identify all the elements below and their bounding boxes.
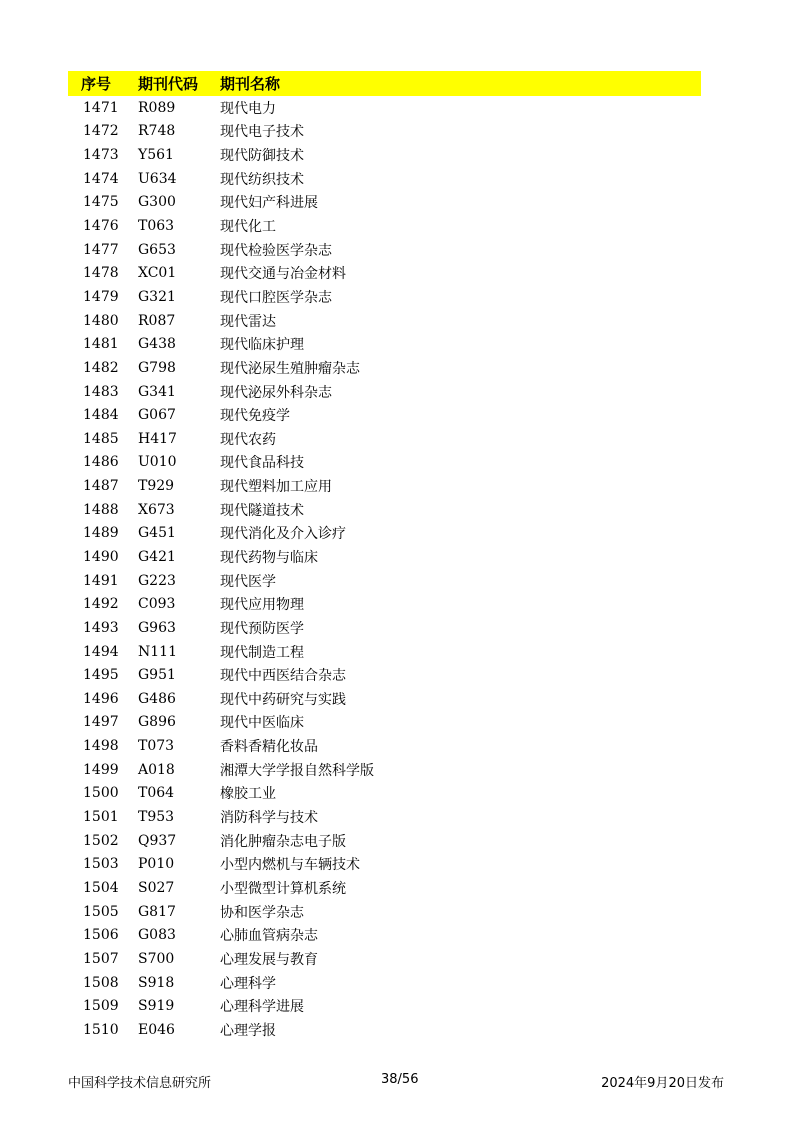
table-row [68, 474, 701, 498]
row-code: H417 [138, 430, 177, 447]
row-code: G421 [138, 548, 176, 565]
row-index: 1493 [83, 619, 119, 636]
row-code: G067 [138, 407, 176, 424]
row-title: 现代免疫学 [220, 408, 290, 425]
table-row [68, 971, 701, 995]
row-title: 现代医学 [220, 573, 276, 590]
table-row [68, 687, 701, 711]
row-index: 1504 [83, 879, 119, 896]
row-title: 现代预防医学 [220, 620, 304, 637]
table-row [68, 214, 701, 238]
row-code: G963 [138, 619, 176, 636]
row-code: A018 [138, 761, 175, 778]
row-title: 现代应用物理 [220, 597, 304, 614]
row-title: 现代药物与临床 [220, 549, 318, 566]
row-index: 1479 [83, 288, 119, 305]
table-row [68, 994, 701, 1018]
row-index: 1489 [83, 525, 119, 542]
table-row [68, 403, 701, 427]
row-title: 现代交通与冶金材料 [220, 266, 346, 283]
row-title: 现代农药 [220, 431, 276, 448]
row-index: 1476 [83, 218, 119, 235]
row-index: 1492 [83, 596, 119, 613]
table-row [68, 545, 701, 569]
row-index: 1496 [83, 690, 119, 707]
table-row [68, 285, 701, 309]
table-row [68, 380, 701, 404]
row-code: S700 [138, 950, 175, 967]
row-code: S027 [138, 879, 175, 896]
row-title: 现代泌尿生殖肿瘤杂志 [220, 360, 360, 377]
row-code: U010 [138, 454, 177, 471]
row-index: 1487 [83, 478, 119, 495]
row-title: 小型内燃机与车辆技术 [220, 857, 360, 874]
footer-date: 2024年9月20日发布 [601, 1076, 724, 1091]
row-code: T063 [138, 218, 175, 235]
row-index: 1500 [83, 785, 119, 802]
table-row [68, 451, 701, 475]
row-code: G653 [138, 241, 176, 258]
row-index: 1474 [83, 170, 119, 187]
row-index: 1510 [83, 1021, 119, 1038]
table-row [68, 805, 701, 829]
table-row [68, 309, 701, 333]
row-title: 现代中药研究与实践 [220, 691, 346, 708]
row-index: 1485 [83, 430, 119, 447]
row-title: 协和医学杂志 [220, 904, 304, 921]
row-code: G083 [138, 927, 176, 944]
row-code: T073 [138, 738, 175, 755]
row-code: G951 [138, 667, 176, 684]
row-code: G817 [138, 903, 176, 920]
row-code: R087 [138, 312, 176, 329]
row-title: 心肺血管病杂志 [220, 928, 318, 945]
row-title: 小型微型计算机系统 [220, 880, 346, 897]
row-index: 1471 [83, 99, 119, 116]
row-index: 1503 [83, 856, 119, 873]
row-title: 现代泌尿外科杂志 [220, 384, 332, 401]
row-code: G896 [138, 714, 176, 731]
row-title: 湘潭大学学报自然科学版 [220, 762, 374, 779]
row-index: 1499 [83, 761, 119, 778]
row-title: 心理科学进展 [220, 999, 304, 1016]
row-index: 1506 [83, 927, 119, 944]
row-index: 1495 [83, 667, 119, 684]
table-row [68, 191, 701, 215]
row-title: 现代化工 [220, 219, 276, 236]
row-index: 1494 [83, 643, 119, 660]
row-code: G438 [138, 336, 176, 353]
row-index: 1488 [83, 501, 119, 518]
table-row [68, 1018, 701, 1042]
row-index: 1501 [83, 809, 119, 826]
row-index: 1480 [83, 312, 119, 329]
table-row [68, 782, 701, 806]
table-header-row [68, 71, 701, 96]
header-code: 期刊代码 [138, 75, 199, 93]
row-index: 1483 [83, 383, 119, 400]
row-code: XC01 [138, 265, 177, 282]
row-title: 现代临床护理 [220, 337, 304, 354]
table-row [68, 569, 701, 593]
row-index: 1507 [83, 950, 119, 967]
row-code: G300 [138, 194, 176, 211]
row-code: R089 [138, 99, 176, 116]
row-index: 1508 [83, 974, 119, 991]
row-code: E046 [138, 1021, 175, 1038]
row-title: 现代电子技术 [220, 124, 304, 141]
header-index: 序号 [81, 75, 112, 93]
table-row [68, 238, 701, 262]
table-row [68, 923, 701, 947]
table-row [68, 829, 701, 853]
row-title: 现代中西医结合杂志 [220, 668, 346, 685]
header-title: 期刊名称 [220, 75, 281, 93]
table-row [68, 261, 701, 285]
row-code: S918 [138, 974, 175, 991]
table-row [68, 498, 701, 522]
row-title: 消防科学与技术 [220, 810, 318, 827]
row-code: U634 [138, 170, 177, 187]
table-row [68, 853, 701, 877]
row-title: 现代妇产科进展 [220, 195, 318, 212]
row-index: 1498 [83, 738, 119, 755]
row-code: G341 [138, 383, 176, 400]
journal-table [68, 71, 701, 1042]
row-index: 1481 [83, 336, 119, 353]
row-title: 现代消化及介入诊疗 [220, 526, 346, 543]
table-row [68, 143, 701, 167]
table-row [68, 711, 701, 735]
row-title: 心理发展与教育 [220, 951, 318, 968]
row-code: N111 [138, 643, 177, 660]
table-row [68, 758, 701, 782]
table-row [68, 592, 701, 616]
row-index: 1475 [83, 194, 119, 211]
table-row [68, 876, 701, 900]
row-index: 1509 [83, 998, 119, 1015]
table-row [68, 616, 701, 640]
table-row [68, 332, 701, 356]
table-row [68, 522, 701, 546]
row-title: 现代隧道技术 [220, 502, 304, 519]
row-title: 现代中医临床 [220, 715, 304, 732]
row-code: G798 [138, 359, 176, 376]
row-title: 心理科学 [220, 975, 276, 992]
row-code: G321 [138, 288, 176, 305]
row-title: 橡胶工业 [220, 786, 276, 803]
row-index: 1497 [83, 714, 119, 731]
row-title: 现代雷达 [220, 313, 276, 330]
row-index: 1473 [83, 147, 119, 164]
row-code: X673 [138, 501, 175, 518]
row-index: 1490 [83, 548, 119, 565]
row-code: P010 [138, 856, 175, 873]
row-code: G451 [138, 525, 176, 542]
footer-publisher: 中国科学技术信息研究所 [68, 1076, 212, 1091]
table-row [68, 663, 701, 687]
footer-page-number: 38/56 [381, 1072, 419, 1087]
row-title: 现代口腔医学杂志 [220, 289, 332, 306]
row-code: S919 [138, 998, 175, 1015]
row-index: 1472 [83, 123, 119, 140]
row-title: 现代塑料加工应用 [220, 479, 332, 496]
row-title: 心理学报 [220, 1022, 276, 1039]
row-title: 现代电力 [220, 100, 276, 117]
row-code: R748 [138, 123, 176, 140]
table-row [68, 947, 701, 971]
row-title: 现代检验医学杂志 [220, 242, 332, 259]
row-title: 现代防御技术 [220, 148, 304, 165]
row-index: 1477 [83, 241, 119, 258]
table-row [68, 427, 701, 451]
row-code: T929 [138, 478, 175, 495]
row-index: 1484 [83, 407, 119, 424]
row-code: Q937 [138, 832, 177, 849]
row-index: 1502 [83, 832, 119, 849]
row-index: 1486 [83, 454, 119, 471]
page-footer [68, 1072, 724, 1092]
table-row [68, 900, 701, 924]
row-index: 1491 [83, 572, 119, 589]
table-row [68, 356, 701, 380]
row-title: 消化肿瘤杂志电子版 [220, 833, 346, 850]
table-row [68, 120, 701, 144]
row-code: C093 [138, 596, 176, 613]
row-code: Y561 [138, 147, 174, 164]
table-row [68, 640, 701, 664]
row-title: 香料香精化妆品 [220, 739, 318, 756]
row-title: 现代纺织技术 [220, 171, 304, 188]
row-title: 现代食品科技 [220, 455, 304, 472]
row-index: 1482 [83, 359, 119, 376]
row-code: T064 [138, 785, 175, 802]
row-index: 1478 [83, 265, 119, 282]
table-row [68, 167, 701, 191]
row-index: 1505 [83, 903, 119, 920]
table-body [68, 96, 701, 1042]
row-code: G223 [138, 572, 176, 589]
table-row [68, 96, 701, 120]
row-code: T953 [138, 809, 175, 826]
row-title: 现代制造工程 [220, 644, 304, 661]
table-row [68, 734, 701, 758]
row-code: G486 [138, 690, 176, 707]
